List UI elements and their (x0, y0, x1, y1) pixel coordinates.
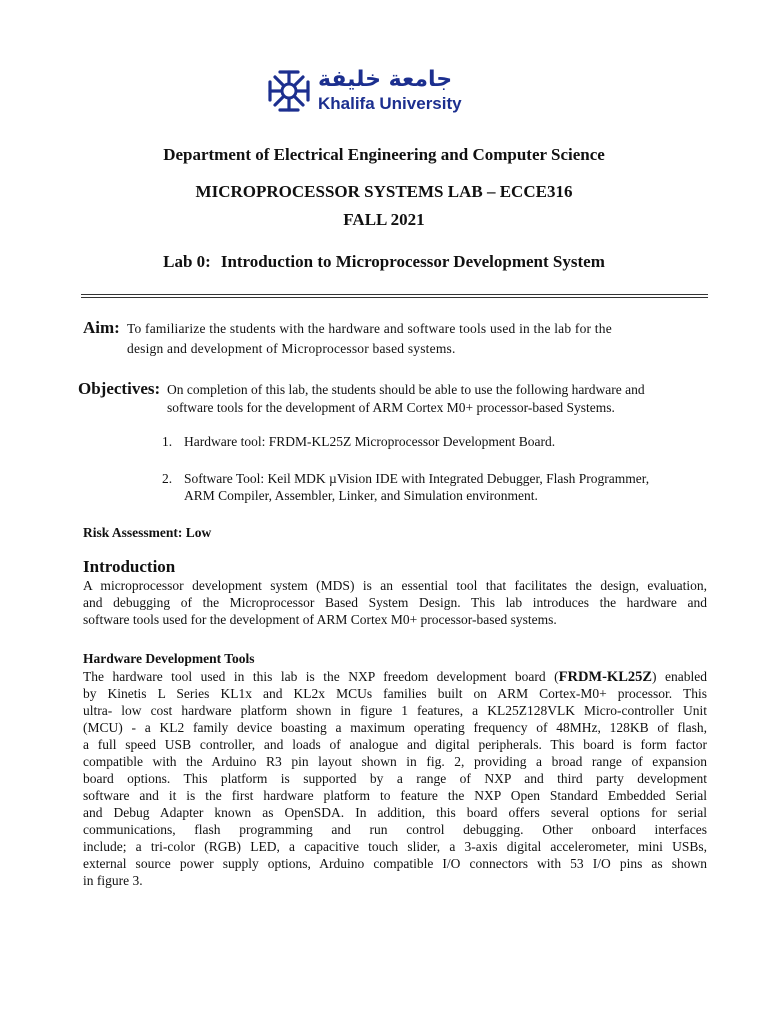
board-name: FRDM-KL25Z (558, 669, 653, 685)
paragraph-line: software and it is the first hardware platform to feature the NXP Open Standard Embedded Serial (83, 788, 707, 803)
lab-title-text: Introduction to Microprocessor Development System (220, 252, 605, 271)
paragraph-line: compatible with the Arduino R3 pin layout shown in fig. 2, providing a broad range of expansion (83, 754, 707, 769)
line-prefix: The hardware tool used in this lab is the NXP freedom development board ( (83, 669, 559, 684)
paragraph-line: a full speed USB controller, and loads of analogue and digital peripherals. This board is form factor (83, 737, 707, 752)
paragraph-line: external source power supply options, Arduino compatible I/O connectors with 53 I/O pins as shown (83, 856, 707, 871)
hardware-heading: Hardware Development Tools (83, 651, 255, 666)
course-title: MICROPROCESSOR SYSTEMS LAB – ECCE316 (195, 182, 573, 201)
list-number: 2. (162, 471, 173, 486)
list-text: Software Tool: Keil MDK µVision IDE with Integrated Debugger, Flash Programmer, (184, 471, 650, 486)
line-suffix: ) enabled (652, 669, 707, 684)
divider-bottom (81, 297, 708, 298)
paragraph-line: include; a tri-color (RGB) LED, a capacitive touch slider, a 3-axis digital accelerometer, mini USBs, (83, 839, 707, 854)
paragraph-line: ultra- low cost hardware platform shown in figure 1 features, a KL25Z128VLK Micro-controller Unit (83, 703, 707, 718)
introduction-heading: Introduction (83, 557, 176, 576)
list-number: 1. (162, 434, 173, 449)
lab-number: Lab 0: (163, 252, 211, 271)
objective-item-software-cont: ARM Compiler, Assembler, Linker, and Simulation environment. (184, 488, 538, 503)
term-title: FALL 2021 (343, 210, 425, 229)
paragraph-line (83, 668, 707, 685)
paragraph-line: and Debug Adapter known as OpenSDA. In addition, this board offers several options for serial (83, 805, 707, 820)
objectives-label: Objectives: (78, 379, 161, 398)
paragraph-line: communications, flash programming and run control debugging. Other onboard interfaces (83, 822, 707, 837)
objectives-text-line: On completion of this lab, the students should be able to use the following hardware and (167, 382, 645, 397)
khalifa-university-logo (266, 68, 468, 118)
lab-title (0, 252, 768, 272)
aim-text-line: design and development of Microprocessor based systems. (127, 341, 456, 356)
paragraph-line: by Kinetis L Series KL1x and KL2x MCUs families built on ARM Cortex-M0+ processor. This (83, 686, 707, 701)
ku-emblem-icon (266, 68, 312, 114)
hardware-paragraph (83, 668, 707, 889)
list-text: Hardware tool: FRDM-KL25Z Microprocessor Development Board. (184, 434, 556, 449)
paragraph-line: and debugging of the Microprocessor Based System Design. This lab introduces the hardware and (83, 595, 707, 610)
paragraph-line: in figure 3. (83, 873, 143, 888)
logo-english-text: Khalifa University (318, 94, 462, 113)
divider-top (81, 294, 708, 295)
department-title: Department of Electrical Engineering and Computer Science (163, 145, 605, 164)
objective-item-software (162, 471, 649, 487)
paragraph-line: (MCU) - a KL2 family device boasting a maximum operating frequency of 48MHz, 128KB of flash, (83, 720, 707, 735)
aim-label: Aim: (83, 318, 120, 337)
objective-item-hardware (162, 434, 555, 450)
risk-assessment: Risk Assessment: Low (83, 525, 212, 540)
introduction-paragraph (83, 577, 707, 628)
paragraph-line: A microprocessor development system (MDS) is an essential tool that facilitates the design, evaluation, (83, 578, 707, 593)
aim-text-line: To familiarize the students with the hardware and software tools used in the lab for the (127, 321, 612, 336)
logo-arabic-text: جامعة خليفة (318, 67, 453, 92)
paragraph-line: software tools used for the development of ARM Cortex M0+ processor-based systems. (83, 612, 557, 627)
objectives-text-line: software tools for the development of ARM Cortex M0+ processor-based Systems. (167, 400, 615, 415)
paragraph-line: board options. This platform is supported by a range of NXP and third party development (83, 771, 707, 786)
